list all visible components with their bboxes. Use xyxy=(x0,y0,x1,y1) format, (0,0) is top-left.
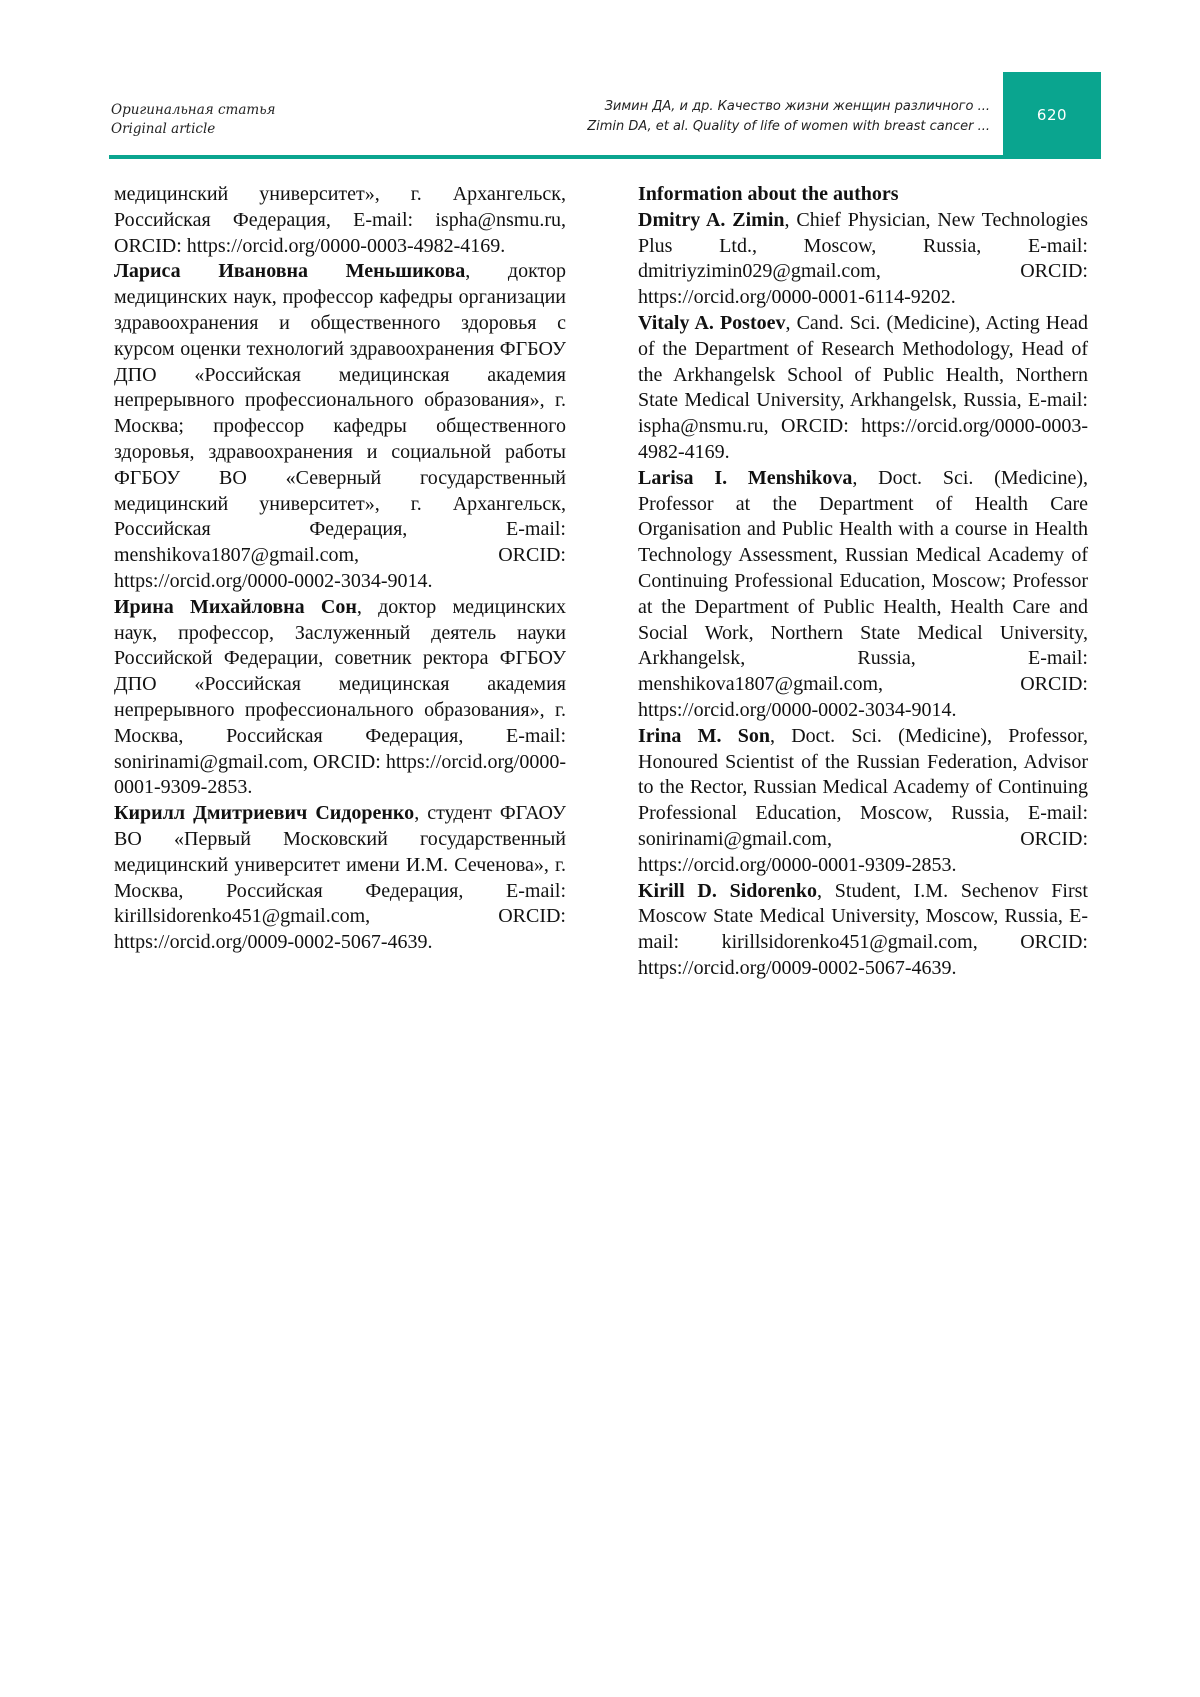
author-details-en: , Doct. Sci. (Medicine), Professor, Honoured Scientist of the Russian Federation, Advisor to the Rector, Russian Medical Academy of Continuing Professional Education, Moscow, Russia, E-mail: sonirinami@gmail.com, ORCID: https://orcid.org/0000-0001-9309-2853. xyxy=(638,725,1088,876)
author-name-en: Irina M. Son xyxy=(638,725,770,747)
author-name-en: Dmitry A. Zimin xyxy=(638,209,785,231)
author-entry-ru xyxy=(114,595,566,801)
citation-ru: Зимин ДА, и др. Качество жизни женщин различного ... xyxy=(430,97,990,117)
author-entry-en xyxy=(638,879,1088,982)
right-column xyxy=(638,182,1088,982)
author-entry-en xyxy=(638,466,1088,724)
author-entry-en xyxy=(638,724,1088,879)
header-divider xyxy=(109,155,1101,159)
author-entry-en xyxy=(638,208,1088,311)
author-name-en: Kirill D. Sidorenko xyxy=(638,880,817,902)
section-heading: Information about the authors xyxy=(638,182,1088,208)
running-header-right xyxy=(430,97,990,137)
article-type-en: Original article xyxy=(111,120,275,139)
author-name-ru: Кирилл Дмитриевич Сидоренко xyxy=(114,802,414,824)
author-details-en: , Cand. Sci. (Medicine), Acting Head of the Department of Research Methodology, Head of the Arkhangelsk School of Public Health, Northern State Medical University, Arkhangelsk, Russia, E-mail: ispha@nsmu.ru, ORCID: https://orcid.org/0000-0003-4982-4169. xyxy=(638,312,1088,463)
author-name-en: Larisa I. Menshikova xyxy=(638,467,852,489)
citation-en: Zimin DA, et al. Quality of life of women with breast cancer ... xyxy=(430,117,990,137)
author-details-en: , Chief Physician, New Technologies Plus Ltd., Moscow, Russia, E-mail: dmitriyzimin029@gmail.com, ORCID: https://orcid.org/0000-0001-6114-9202. xyxy=(638,209,1088,308)
author-name-ru: Ирина Михайловна Сон xyxy=(114,596,357,618)
page-number-box xyxy=(1003,72,1101,157)
left-column xyxy=(114,182,566,956)
author-entry-ru xyxy=(114,801,566,956)
author-entry-en xyxy=(638,311,1088,466)
page-number: 620 xyxy=(1037,106,1067,124)
author-details-ru: медицинский университет», г. Архангельск, Российская Федерация, E-mail: ispha@nsmu.ru, ORCID: https://orcid.org/0000-0003-4982-4169. xyxy=(114,183,566,257)
author-details-ru: , доктор медицинских наук, профессор, Заслуженный деятель науки Российской Федерации, советник ректора ФГБОУ ДПО «Российская медицинская академия непрерывного профессионального образования», г. Москва, Российская Федерация, E-mail: sonirinami@gmail.com, ORCID: https://orcid.org/0000-0001-9309-2853. xyxy=(114,596,566,799)
article-type-ru: Оригинальная статья xyxy=(111,101,275,120)
author-details-ru: , доктор медицинских наук, профессор кафедры организации здравоохранения и общественного здоровья с курсом оценки технологий здравоохранения ФГБОУ ДПО «Российская медицинская академия непрерывного профессионального образования», г. Москва; профессор кафедры общественного здоровья, здравоохранения и социальной работы ФГБОУ ВО «Северный государственный медицинский университет», г. Архангельск, Российская Федерация, E-mail: menshikova1807@gmail.com, ORCID: https://orcid.org/0000-0002-3034-9014. xyxy=(114,260,566,592)
author-name-en: Vitaly A. Postoev xyxy=(638,312,786,334)
running-header-left xyxy=(111,101,275,139)
author-details-ru: , студент ФГАОУ ВО «Первый Московский государственный медицинский университет имени И.М. Сеченова», г. Москва, Российская Федерация, E-mail: kirillsidorenko451@gmail.com, ORCID: https://orcid.org/0009-0002-5067-4639. xyxy=(114,802,566,953)
author-entry-ru xyxy=(114,259,566,594)
author-details-en: , Doct. Sci. (Medicine), Professor at the Department of Health Care Organisation and Public Health with a course in Health Technology Assessment, Russian Medical Academy of Continuing Professional Education, Moscow; Professor at the Department of Public Health, Health Care and Social Work, Northern State Medical University, Arkhangelsk, Russia, E-mail: menshikova1807@gmail.com, ORCID: https://orcid.org/0000-0002-3034-9014. xyxy=(638,467,1088,721)
author-details-en: , Student, I.M. Sechenov First Moscow State Medical University, Moscow, Russia, E-mail: kirillsidorenko451@gmail.com, ORCID: https://orcid.org/0009-0002-5067-4639. xyxy=(638,880,1088,979)
author-entry-ru xyxy=(114,182,566,259)
author-name-ru: Лариса Ивановна Меньшикова xyxy=(114,260,465,282)
